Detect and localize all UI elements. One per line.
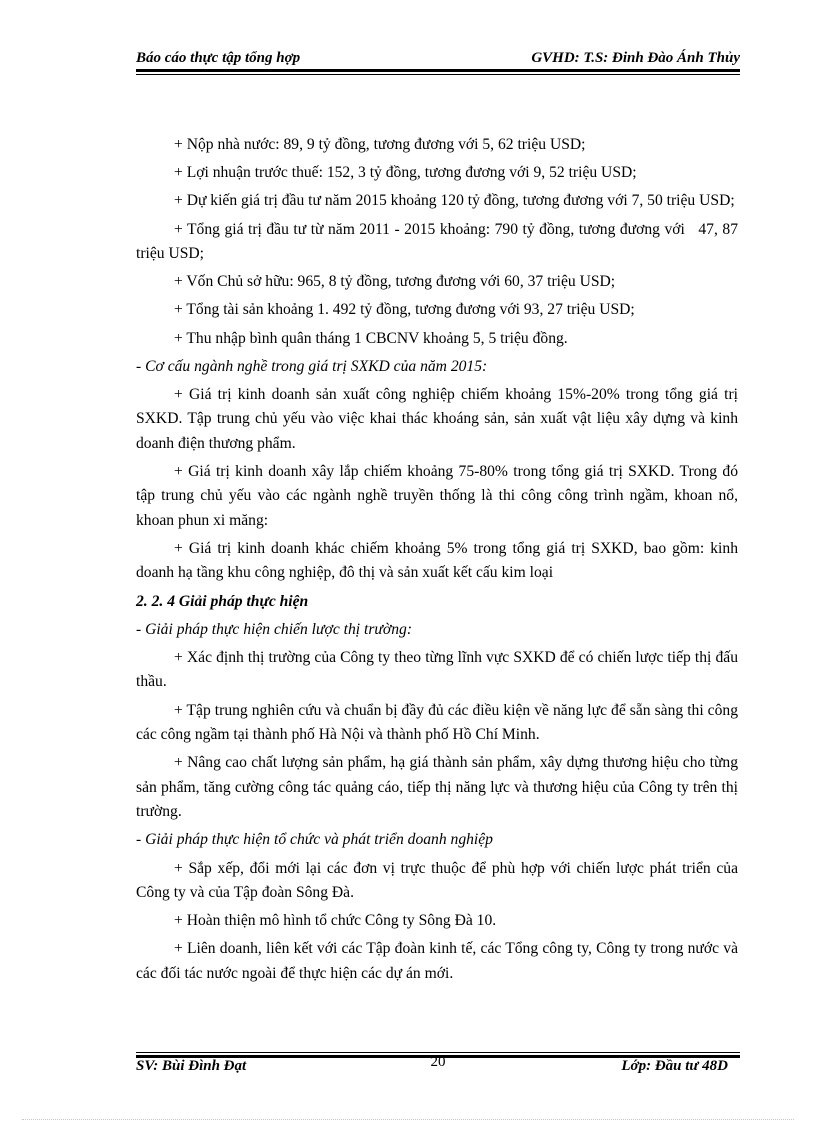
section-market-strategy: - Giải pháp thực hiện chiến lược thị trường: <box>136 620 413 638</box>
paragraph-pretax-profit: + Lợi nhuận trước thuế: 152, 3 tỷ đồng, tương đương với 9, 52 triệu USD; <box>174 164 637 182</box>
paragraph-joint-ventures: + Liên doanh, liên kết với các Tập đoàn kinh tế, các Tổng công ty, Công ty trong nước và các đối tác nước ngoài để thực hiện các dự án mới. <box>136 940 738 982</box>
page-number: 20 <box>430 1054 446 1070</box>
paragraph-organization-model: + Hoàn thiện mô hình tổ chức Công ty Sông Đà 10. <box>174 912 497 930</box>
section-organization-development: - Giải pháp thực hiện tổ chức và phát triển doanh nghiệp <box>136 831 493 849</box>
heading-2-2-4: 2. 2. 4 Giải pháp thực hiện <box>136 592 309 610</box>
paragraph-average-income: + Thu nhập bình quân tháng 1 CBCNV khoảng 5, 5 triệu đồng. <box>174 329 568 347</box>
footer-student: SV: Bùi Đình Đạt <box>136 1058 247 1074</box>
footer-rule-thin <box>136 1052 740 1053</box>
footer-class: Lớp: Đầu tư 48D <box>621 1058 728 1074</box>
page-header <box>136 50 740 70</box>
document-body <box>136 133 742 986</box>
page-footer <box>136 1054 740 1077</box>
paragraph-investment-2011-2015: + Tổng giá trị đầu tư từ năm 2011 - 2015 khoảng: 790 tỷ đồng, tương đương với 47, 87 triệu USD; <box>136 220 742 263</box>
paragraph-research-preparation: + Tập trung nghiên cứu và chuẩn bị đầy đủ các điều kiện về năng lực để sẵn sàng thi công các công ngầm tại thành phố Hà Nội và thành phố Hồ Chí Minh. <box>136 701 738 744</box>
section-business-structure: - Cơ cấu ngành nghề trong giá trị SXKD của năm 2015: <box>136 357 488 375</box>
paragraph-state-budget: + Nộp nhà nước: 89, 9 tỷ đồng, tương đương với 5, 62 triệu USD; <box>174 136 586 153</box>
paragraph-equity: + Vốn Chủ sở hữu: 965, 8 tỷ đồng, tương đương với 60, 37 triệu USD; <box>174 273 616 291</box>
paragraph-quality-branding: + Nâng cao chất lượng sản phẩm, hạ giá thành sản phẩm, xây dựng thương hiệu cho từng sản phẩm, tăng cường công tác quảng cáo, tiếp thị năng lực và thương hiệu của Công ty trên thị trường. <box>136 754 738 821</box>
paragraph-industrial-production: + Giá trị kinh doanh sản xuất công nghiệp chiếm khoảng 15%-20% trong tổng giá trị SXKD. Tập trung chủ yếu vào việc khai thác khoáng sản, sản xuất vật liệu xây dựng và kinh doanh điện thương phẩm. <box>136 386 738 452</box>
paragraph-market-definition: + Xác định thị trường của Công ty theo từng lĩnh vực SXKD để có chiến lược tiếp thị đấu thầu. <box>136 649 738 691</box>
paragraph-investment-2015: + Dự kiến giá trị đầu tư năm 2015 khoảng 120 tỷ đồng, tương đương với 7, 50 triệu USD; <box>174 192 735 210</box>
paragraph-restructuring: + Sắp xếp, đổi mới lại các đơn vị trực thuộc để phù hợp với chiến lược phát triển của Công ty và của Tập đoàn Sông Đà. <box>136 859 738 901</box>
header-rule-thick <box>136 69 740 72</box>
header-rule-thin <box>136 74 740 75</box>
paragraph-other-business: + Giá trị kinh doanh khác chiếm khoảng 5% trong tổng giá trị SXKD, bao gồm: kinh doanh hạ tầng khu công nghiệp, đô thị và sản xuất kết cấu kim loại <box>136 540 738 582</box>
paragraph-construction: + Giá trị kinh doanh xây lắp chiếm khoảng 75-80% trong tổng giá trị SXKD. Trong đó tập trung chủ yếu vào các ngành nghề truyền thống là thi công công trình ngầm, khoan nổ, khoan phun xi măng: <box>136 463 738 529</box>
page-bottom-dotted-line <box>22 1119 794 1120</box>
paragraph-total-assets: + Tổng tài sản khoảng 1. 492 tỷ đồng, tương đương với 93, 27 triệu USD; <box>174 301 635 319</box>
header-supervisor: GVHD: T.S: Đinh Đào Ánh Thủy <box>531 50 740 66</box>
header-report-title: Báo cáo thực tập tổng hợp <box>136 50 301 66</box>
